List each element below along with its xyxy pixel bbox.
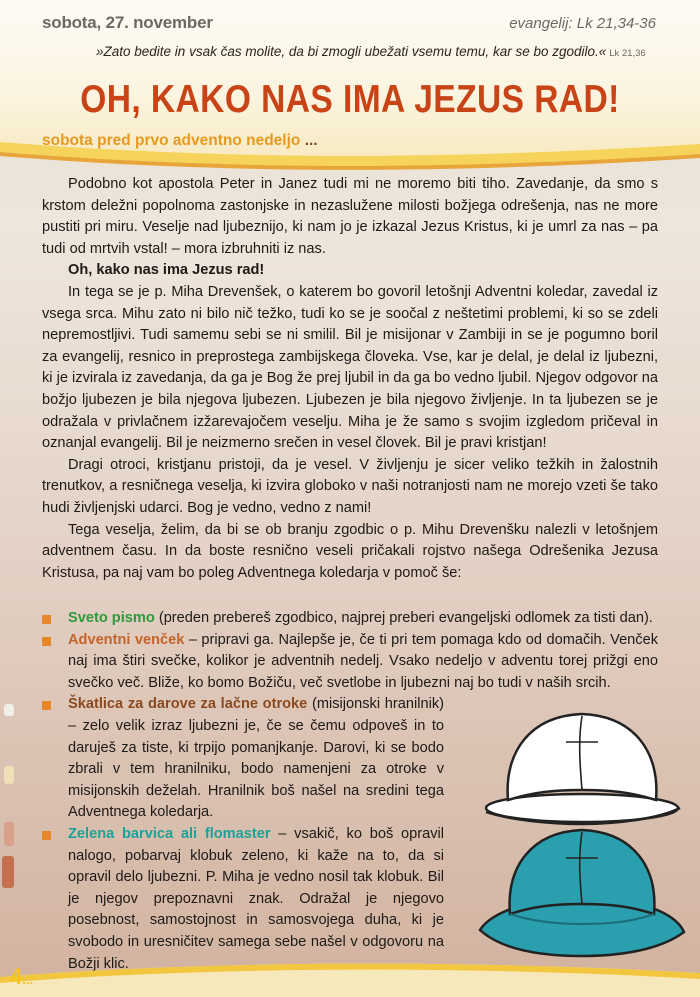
side-decoration — [4, 704, 14, 716]
paragraph: Tega veselja, želim, da bi se ob branju zgodbic o p. Mihu Drevenšku nalezli v letošnjem adventnem času. In da boste resnično veseli pričakali rojstvo našega Odrešenika Jezusa Kristusa, pa naj vam bo poleg Adventnega koledarja v pomoč še: — [42, 521, 658, 581]
paragraph: Podobno kot apostola Peter in Janez tudi mi ne moremo biti tiho. Zavedanje, da smo s krstom deležni popolnoma zastonjske in nezaslužene milosti božjega odrešenja, nas ne more pustiti pri miru. Veselje nad ljubeznijo, ki nam jo je izkazal Jezus Kristus, ki je umrl za nas – pa tudi od mrtvih vstal! – mora izbruhniti iz nas. — [42, 176, 658, 257]
list-item-keyword: Zelena barvica ali flomaster — [68, 825, 271, 842]
list-item-keyword: Adventni venček — [68, 631, 185, 648]
gospel-reference: evangelij: Lk 21,34-36 — [509, 15, 656, 32]
list-item-text: – pripravi ga. Najlepše je, če ti pri tem pomaga kdo od domačih. Venček naj ima štiri svečke, kolikor je adventnih nedelj. Vsako nedeljo v adventu torej prižgi eno svečko več. Bliže, ko bomo Božiču, več svetlobe in ljubezni naj bo tudi v naših srcih. — [68, 631, 659, 691]
list-item — [42, 630, 658, 695]
list-item — [42, 824, 444, 975]
subtitle-text: sobota pred prvo adventno nedeljo — [42, 132, 301, 149]
subtitle-dots: ... — [304, 132, 318, 149]
bullet-square-icon — [42, 637, 51, 646]
list-item — [42, 608, 658, 630]
teal-hat-icon — [480, 830, 684, 956]
white-hat-icon — [486, 714, 680, 824]
page-number-value: 4 — [10, 964, 23, 989]
side-decoration — [4, 822, 14, 846]
list-item-text: (preden prebereš zgodbico, najprej preberi evangeljski odlomek za tisti dan). — [154, 610, 653, 626]
header-date: sobota, 27. november — [42, 13, 213, 32]
list-item — [42, 694, 444, 824]
gospel-quote-ref: Lk 21,36 — [609, 48, 646, 59]
page-subtitle — [42, 132, 318, 150]
gospel-quote — [96, 44, 646, 59]
side-decoration — [4, 766, 14, 784]
page-title: OH, KAKO NAS IMA JEZUS RAD! — [80, 78, 620, 121]
list-item-keyword: Škatlica za darove za lačne otroke — [68, 696, 308, 713]
paragraph-heading: Oh, kako nas ima Jezus rad! — [68, 262, 265, 279]
page-number — [10, 964, 33, 990]
article-body — [42, 174, 658, 584]
bullet-square-icon — [42, 615, 51, 624]
gospel-quote-text: »Zato bedite in vsak čas molite, da bi zmogli ubežati vsemu temu, kar se bo zgodilo.« — [96, 44, 607, 59]
list-item-text: – vsakič, ko boš opravil nalogo, pobarvaj klobuk zeleno, ki kaže na to, da si opravil delo ljubezni. P. Miha je vedno nosil tak klobuk. Bil je njegov prepoznavni znak. Odražal je njegovo posebnost, samostojnost in samosvojega duha, ki je svobodo in uresničitev samega sebe našel v odgovoru na Božji klic. — [68, 825, 444, 972]
bullet-square-icon — [42, 831, 51, 840]
paragraph: In tega se je p. Miha Drevenšek, o katerem bo govoril letošnji Adventni koledar, zavedal iz vsega srca. Mihu zato ni bilo nič težko, tudi ko se je soočal z neštetimi problemi, ki so se zdeli nepremostljivi. Tudi samemu sebi se ni smilil. Bil je misijonar v Zambiji in se je pogumno boril za evangelij, resnico in preprostega zambijskega človeka. Vse, kar je delal, je delal iz ljubezni, ki je izvirala iz zavedanja, da ga je Bog že prej ljubil in da ga bo vedno ljubil. Njegov odgovor na božjo ljubezen je bila njegova ljubezen. Ljubezen je bila njegovo življenje. In ta ljubezen se je odražala v privlačnem izžarevajočem veselju. Miha je že samo s svojim izgledom pričeval in oznanjal evangelij. Bil je neizmerno srečen in vesel človek. Bil je pravi kristjan! — [42, 283, 658, 452]
bullet-square-icon — [42, 701, 51, 710]
paragraph: Dragi otroci, kristjanu pristoji, da je vesel. V življenju je sicer veliko težkih in žalostnih trenutkov, a resničnega veselja, ki izvira globoko v naši notranjosti nam ne morejo vzeti še tako hudi življenjski udarci. Bog je vedno, vedno z nami! — [42, 456, 658, 516]
list-item-keyword: Sveto pismo — [68, 610, 155, 626]
page-number-dots: ... — [22, 972, 34, 987]
hats-illustration — [470, 700, 692, 960]
list-item-text: (misijonski hranilnik) – zelo velik izraz ljubezni je, če se čemu odpoveš in to daruješ za tiste, ki trpijo pomanjkanje. Darovi, ki se bodo zbrali v tem hranilniku, bodo namenjeni za otroke v misijonskih deželah. Hranilnik boš našel na sredini tega Adventnega koledarja. — [68, 696, 444, 821]
side-decoration — [2, 856, 14, 888]
footer-wave — [0, 955, 700, 997]
